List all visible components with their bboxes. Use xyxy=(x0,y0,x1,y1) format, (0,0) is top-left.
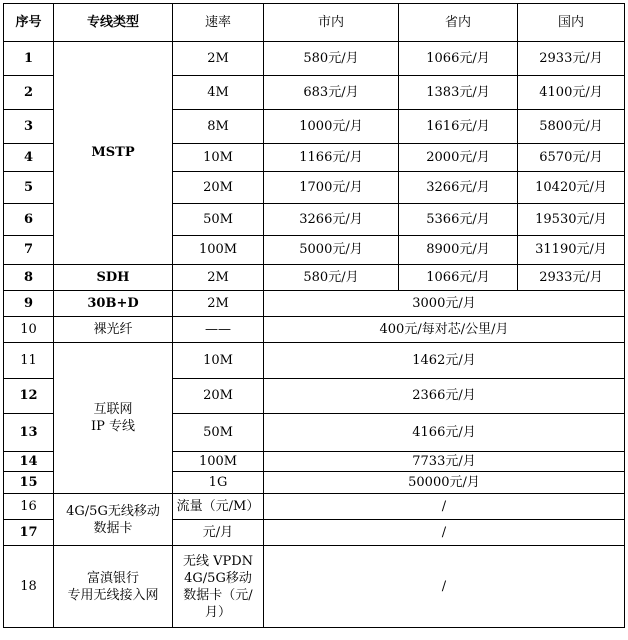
row-rate: 8M xyxy=(173,110,264,144)
row-rate: —— xyxy=(173,317,264,343)
row-price: 7733元/月 xyxy=(264,452,625,472)
row-city: 580元/月 xyxy=(264,265,399,291)
row-price: 50000元/月 xyxy=(264,472,625,494)
row-no: 18 xyxy=(4,546,54,628)
row-city: 3266元/月 xyxy=(264,204,399,236)
row-rate: 2M xyxy=(173,265,264,291)
row-no: 9 xyxy=(4,291,54,317)
row-national: 10420元/月 xyxy=(518,172,625,204)
group-internet-line: 互联网 xyxy=(93,402,133,417)
row-price: / xyxy=(264,520,625,546)
row-no: 10 xyxy=(4,317,54,343)
row-national: 6570元/月 xyxy=(518,144,625,172)
row-no: 11 xyxy=(4,343,54,379)
row-rate: 2M xyxy=(173,42,264,76)
group-bank xyxy=(54,546,173,628)
row-city: 1700元/月 xyxy=(264,172,399,204)
row-city: 5000元/月 xyxy=(264,236,399,265)
price-table xyxy=(3,3,625,628)
row-no: 6 xyxy=(4,204,54,236)
rate-line: 数据卡（元/ xyxy=(183,587,253,603)
row-price: / xyxy=(264,546,625,628)
group-mobile-line: 数据卡 xyxy=(93,520,133,536)
row-city: 1000元/月 xyxy=(264,110,399,144)
rate-line: 无线 VPDN xyxy=(182,553,254,569)
row-price: 3000元/月 xyxy=(264,291,625,317)
row-no: 3 xyxy=(4,110,54,144)
row-national: 19530元/月 xyxy=(518,204,625,236)
header-rate: 速率 xyxy=(173,4,264,42)
row-price: 2366元/月 xyxy=(264,379,625,414)
header-row xyxy=(4,4,625,42)
row-national: 2933元/月 xyxy=(518,265,625,291)
row-no: 14 xyxy=(4,452,54,472)
row-province: 5366元/月 xyxy=(399,204,518,236)
row-national: 5800元/月 xyxy=(518,110,625,144)
table-row xyxy=(4,42,625,76)
table-row xyxy=(4,494,625,520)
row-province: 1066元/月 xyxy=(399,42,518,76)
row-no: 4 xyxy=(4,144,54,172)
row-province: 3266元/月 xyxy=(399,172,518,204)
row-rate: 50M xyxy=(173,204,264,236)
row-rate: 10M xyxy=(173,343,264,379)
row-province: 1383元/月 xyxy=(399,76,518,110)
row-city: 683元/月 xyxy=(264,76,399,110)
row-rate: 元/月 xyxy=(173,520,264,546)
row-national: 4100元/月 xyxy=(518,76,625,110)
row-price: 1462元/月 xyxy=(264,343,625,379)
row-province: 1066元/月 xyxy=(399,265,518,291)
row-rate-multiline xyxy=(173,546,264,628)
group-isdn: 30B+D xyxy=(54,291,173,317)
row-price: / xyxy=(264,494,625,520)
row-province: 2000元/月 xyxy=(399,144,518,172)
row-national: 2933元/月 xyxy=(518,42,625,76)
header-province: 省内 xyxy=(399,4,518,42)
row-rate: 2M xyxy=(173,291,264,317)
row-no: 13 xyxy=(4,414,54,452)
table-row xyxy=(4,343,625,379)
row-rate: 50M xyxy=(173,414,264,452)
row-rate: 20M xyxy=(173,172,264,204)
row-province: 8900元/月 xyxy=(399,236,518,265)
row-no: 1 xyxy=(4,42,54,76)
row-no: 15 xyxy=(4,472,54,494)
row-rate: 100M xyxy=(173,236,264,265)
row-province: 1616元/月 xyxy=(399,110,518,144)
row-price: 4166元/月 xyxy=(264,414,625,452)
rate-line: 4G/5G移动 xyxy=(184,570,252,586)
header-city: 市内 xyxy=(264,4,399,42)
row-national: 31190元/月 xyxy=(518,236,625,265)
row-rate: 4M xyxy=(173,76,264,110)
row-no: 8 xyxy=(4,265,54,291)
header-type: 专线类型 xyxy=(54,4,173,42)
group-sdh: SDH xyxy=(54,265,173,291)
row-city: 580元/月 xyxy=(264,42,399,76)
row-rate: 10M xyxy=(173,144,264,172)
table-row xyxy=(4,291,625,317)
table-row xyxy=(4,265,625,291)
row-rate: 100M xyxy=(173,452,264,472)
group-fiber: 裸光纤 xyxy=(54,317,173,343)
row-rate: 流量（元/M） xyxy=(173,494,264,520)
row-no: 12 xyxy=(4,379,54,414)
group-internet xyxy=(54,343,173,494)
group-bank-line: 专用无线接入网 xyxy=(67,587,159,603)
rate-line: 月） xyxy=(204,604,231,620)
group-mstp: MSTP xyxy=(54,42,173,265)
table-row xyxy=(4,546,625,628)
row-no: 7 xyxy=(4,236,54,265)
row-no: 2 xyxy=(4,76,54,110)
header-no: 序号 xyxy=(4,4,54,42)
row-city: 1166元/月 xyxy=(264,144,399,172)
row-no: 5 xyxy=(4,172,54,204)
group-mobile xyxy=(54,494,173,546)
table-row xyxy=(4,317,625,343)
row-rate: 20M xyxy=(173,379,264,414)
group-mobile-line: 4G/5G无线移动 xyxy=(66,503,160,519)
row-price: 400元/每对芯/公里/月 xyxy=(264,317,625,343)
group-bank-line: 富滇银行 xyxy=(86,570,139,586)
row-rate: 1G xyxy=(173,472,264,494)
row-no: 17 xyxy=(4,520,54,546)
header-national: 国内 xyxy=(518,4,625,42)
row-no: 16 xyxy=(4,494,54,520)
group-internet-line: IP 专线 xyxy=(90,419,135,434)
